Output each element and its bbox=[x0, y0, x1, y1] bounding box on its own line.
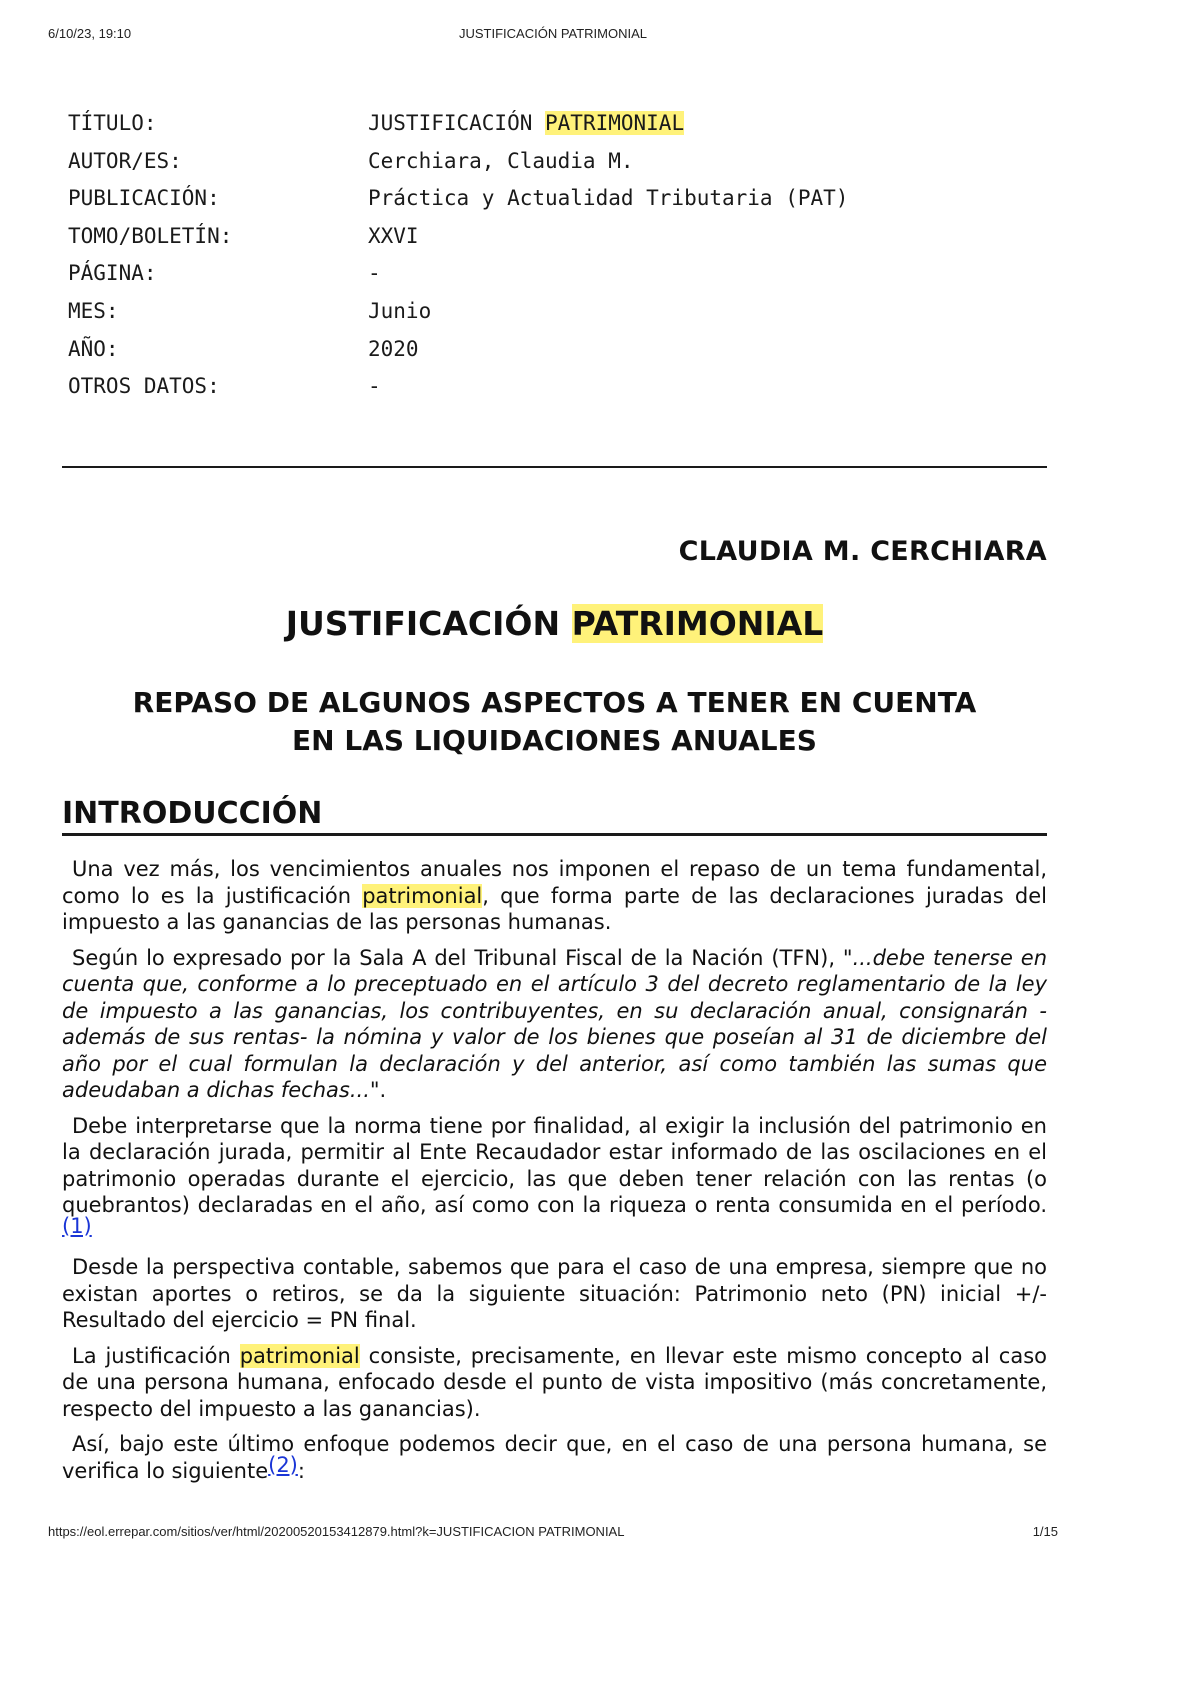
meta-row-titulo bbox=[68, 106, 848, 144]
paragraph bbox=[62, 856, 1047, 936]
meta-value: 2020 bbox=[368, 336, 419, 361]
paragraph bbox=[62, 945, 1047, 1104]
footnote-link[interactable]: (1) bbox=[62, 1213, 92, 1238]
meta-value-text: JUSTIFICACIÓN bbox=[368, 111, 546, 135]
paragraph bbox=[62, 1343, 1047, 1423]
divider bbox=[62, 466, 1047, 468]
search-highlight: patrimonial bbox=[239, 1343, 360, 1368]
meta-label: AÑO: bbox=[68, 336, 119, 361]
meta-value: Junio bbox=[368, 298, 432, 323]
paragraph-text: ". bbox=[369, 1078, 387, 1102]
print-date: 6/10/23, 19:10 bbox=[48, 26, 132, 41]
subtitle-line: EN LAS LIQUIDACIONES ANUALES bbox=[292, 724, 817, 757]
meta-label: MES: bbox=[68, 298, 119, 323]
search-highlight: PATRIMONIAL bbox=[545, 111, 685, 135]
meta-label: TOMO/BOLETÍN: bbox=[68, 223, 233, 248]
meta-row-autor bbox=[68, 144, 848, 182]
meta-value: XXVI bbox=[368, 223, 419, 248]
paragraph-text: Según lo expresado por la Sala A del Tribunal Fiscal de la Nación (TFN), " bbox=[72, 945, 853, 970]
meta-value: Práctica y Actualidad Tributaria (PAT) bbox=[368, 186, 849, 211]
meta-value bbox=[368, 106, 684, 144]
meta-label: OTROS DATOS: bbox=[68, 374, 220, 399]
meta-label: AUTOR/ES: bbox=[68, 148, 182, 173]
paragraph-text: Así, bajo este último enfoque podemos decir que, en el caso de una persona humana, se verifica lo siguiente bbox=[62, 1432, 1047, 1483]
meta-value: Cerchiara, Claudia M. bbox=[368, 148, 634, 173]
article-author: CLAUDIA M. CERCHIARA bbox=[678, 536, 1047, 567]
paragraph-text: , que forma parte de las declaraciones juradas del impuesto a las ganancias de las personas humanas. bbox=[62, 883, 1047, 934]
paragraph-text: consiste, precisamente, en llevar este mismo concepto al caso de una persona humana, enfocado desde el punto de vista impositivo (más concretamente, respecto del impuesto a las ganancias). bbox=[62, 1343, 1047, 1421]
article-title bbox=[62, 604, 1047, 643]
meta-row-anio bbox=[68, 332, 848, 370]
meta-value: - bbox=[368, 261, 381, 286]
paragraph-text: : bbox=[297, 1458, 305, 1483]
meta-label: PÁGINA: bbox=[68, 261, 157, 286]
print-url: https://eol.errepar.com/sitios/ver/html/20200520153412879.html?k=JUSTIFICACION PATRIMONIAL bbox=[48, 1524, 625, 1539]
footnote-link[interactable]: (2) bbox=[268, 1452, 298, 1477]
page-number: 1/15 bbox=[1032, 1524, 1058, 1539]
paragraph-text: Una vez más, los vencimientos anuales nos imponen el repaso de un tema fundamental, como lo es la justificación bbox=[62, 857, 1047, 908]
article-subtitle bbox=[62, 684, 1047, 760]
quotation: ...debe tenerse en cuenta que, conforme a lo preceptuado en el artículo 3 del decreto reglamentario de la ley de impuesto a las ganancias, los contribuyentes, en su declaración anual, consignarán -además de sus rentas- la nómina y valor de los bienes que poseían al 31 de diciembre del año por el cual formulan la declaración y del anterior, así como también las sumas que adeudaban a dichas fechas... bbox=[62, 945, 1048, 1102]
article-body bbox=[62, 856, 1047, 1493]
subtitle-line: REPASO DE ALGUNOS ASPECTOS A TENER EN CUENTA bbox=[132, 686, 977, 719]
paragraph bbox=[62, 1113, 1047, 1246]
print-title: JUSTIFICACIÓN PATRIMONIAL bbox=[458, 26, 648, 41]
section-heading: INTRODUCCIÓN bbox=[62, 796, 1047, 836]
metadata-table bbox=[68, 106, 848, 407]
meta-value: - bbox=[368, 374, 381, 399]
paragraph-text: Debe interpretarse que la norma tiene por finalidad, al exigir la inclusión del patrimonio en la declaración jurada, permitir al Ente Recaudador estar informado de las oscilaciones en el patrimonio operadas durante el ejercicio, las que deben tener relación con las rentas (o quebrantos) declaradas en el año, así como con la riqueza o renta consumida en el período. bbox=[62, 1113, 1047, 1217]
meta-row-pagina bbox=[68, 256, 848, 294]
paragraph bbox=[62, 1431, 1047, 1484]
meta-row-publicacion bbox=[68, 181, 848, 219]
paragraph: Desde la perspectiva contable, sabemos que para el caso de una empresa, siempre que no existan aportes o retiros, se da la siguiente situación: Patrimonio neto (PN) inicial +/- Resultado del ejercicio = PN final. bbox=[62, 1255, 1047, 1332]
meta-row-otros bbox=[68, 369, 848, 407]
meta-row-tomo bbox=[68, 219, 848, 257]
title-text: JUSTIFICACIÓN bbox=[285, 604, 572, 643]
search-highlight: patrimonial bbox=[362, 883, 483, 908]
paragraph-text: La justificación bbox=[72, 1343, 240, 1368]
meta-row-mes bbox=[68, 294, 848, 332]
meta-label: TÍTULO: bbox=[68, 111, 157, 135]
meta-label: PUBLICACIÓN: bbox=[68, 186, 220, 211]
search-highlight: PATRIMONIAL bbox=[571, 604, 824, 643]
